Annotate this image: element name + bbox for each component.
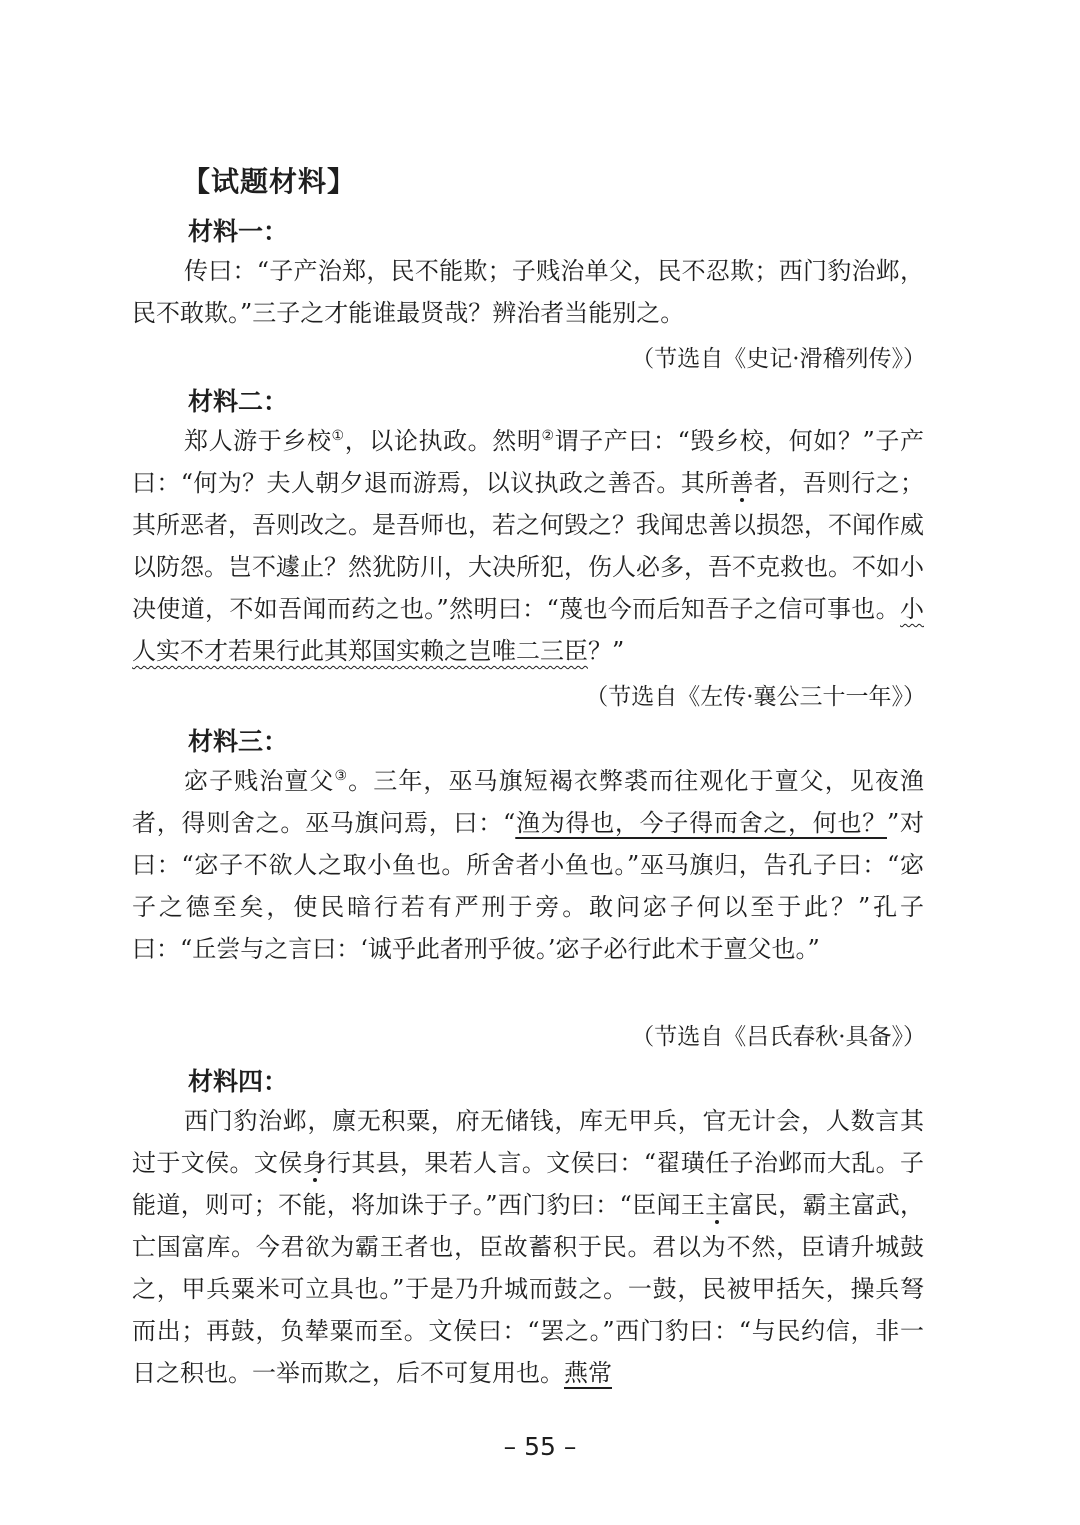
material-3-title: 材料三：	[188, 727, 289, 756]
text-run: 西门豹治邺，廪无积粟，府无储钱，库无甲兵，官无计会，人数言其过于文侯。文侯	[132, 1107, 924, 1177]
footnote-marker-2: ②	[541, 428, 555, 444]
material-1-text: 传曰：“子产治郑，民不能欺；子贱治单父，民不忍欺；西门豹治邺，民不敢欺。”三子之才能谁最贤哉？辨治者当能别之。	[132, 257, 924, 327]
material-4-title: 材料四：	[188, 1067, 289, 1096]
material-2-source: （节选自《左传·襄公三十一年》）	[585, 684, 926, 710]
text-run: 宓子贱治亶父	[184, 767, 335, 795]
emphasis-dot-char: 善	[729, 469, 754, 497]
underlined-sentence: 燕常	[564, 1359, 612, 1387]
text-run: 。三年，巫马旗短褐衣弊裘而往观化于亶父，见夜渔者，得则舍之。巫马旗问焉，曰：“	[132, 767, 925, 837]
text-run: 者，吾则行之；其所恶者，吾则改之。是吾师也，若之何毁之？我闻忠善以损怨，不闻作威以防怨。岂不遽止？然犹防川，大决所犯，伤人必多，吾不克救也。不如小决使道，不如吾闻而药之也。”然明曰：“蔑也今而后知吾子之信可事也。	[132, 469, 925, 623]
text-run: 郑人游于乡校	[184, 427, 332, 455]
page-number: – 55 –	[503, 1432, 577, 1461]
text-run: ”对曰：“宓子不欲人之取小鱼也。所舍者小鱼也。”巫马旗归，告孔子曰：“宓子之德至矣，使民暗行若有严刑于旁。敢问宓子何以至于此？”孔子曰：“丘尝与之言曰：‘诚乎此者刑乎彼。’宓子必行此术于亶父也。”	[132, 809, 924, 963]
text-run: ？”	[588, 637, 625, 665]
material-3-source: （节选自《吕氏春秋·具备》）	[631, 1024, 926, 1050]
material-4-text	[132, 1100, 924, 1394]
text-run: 富民，霸主富武，亡国富库。今君欲为霸王者也，臣故蓄积于民。君以为不然，臣请升城鼓之，甲兵粟米可立具也。”于是乃升城而鼓之。一鼓，民被甲括矢，操兵弩而出；再鼓，负辇粟而至。文侯曰：“罢之。”西门豹曰：“与民约信，非一日之积也。一举而欺之，后不可复用也。	[132, 1191, 925, 1387]
text-run: 行其县，果若人言。文侯曰：“翟璜任子治邺而大乱。子能道，则可；不能，将加诛于子。”西门豹曰：“臣闻王	[132, 1149, 925, 1219]
footnote-marker-3: ③	[334, 768, 349, 784]
material-1-source: （节选自《史记·滑稽列传》）	[631, 346, 926, 372]
emphasis-dot-char: 身	[302, 1149, 327, 1177]
material-2-title: 材料二：	[188, 387, 289, 416]
text-run: ，以论执政。然明	[344, 427, 542, 455]
material-1-title: 材料一：	[188, 217, 289, 246]
text-run: 谓子产曰：“毁乡校，何如？”子产曰：“何为？夫人朝夕退而游焉，以议执政之善否。其所	[132, 427, 925, 497]
material-3-text	[132, 760, 924, 970]
material-2-text	[132, 420, 924, 672]
footnote-marker-1: ①	[331, 428, 345, 444]
wavy-underlined-sentence: 小人实不才若果行此其郑国实赖之岂唯二三臣	[132, 595, 924, 665]
emphasis-dot-char: 主	[705, 1191, 730, 1219]
underlined-sentence: 渔为得也，今子得而舍之，何也？	[515, 809, 887, 837]
page-heading: 【试题材料】	[182, 165, 357, 198]
